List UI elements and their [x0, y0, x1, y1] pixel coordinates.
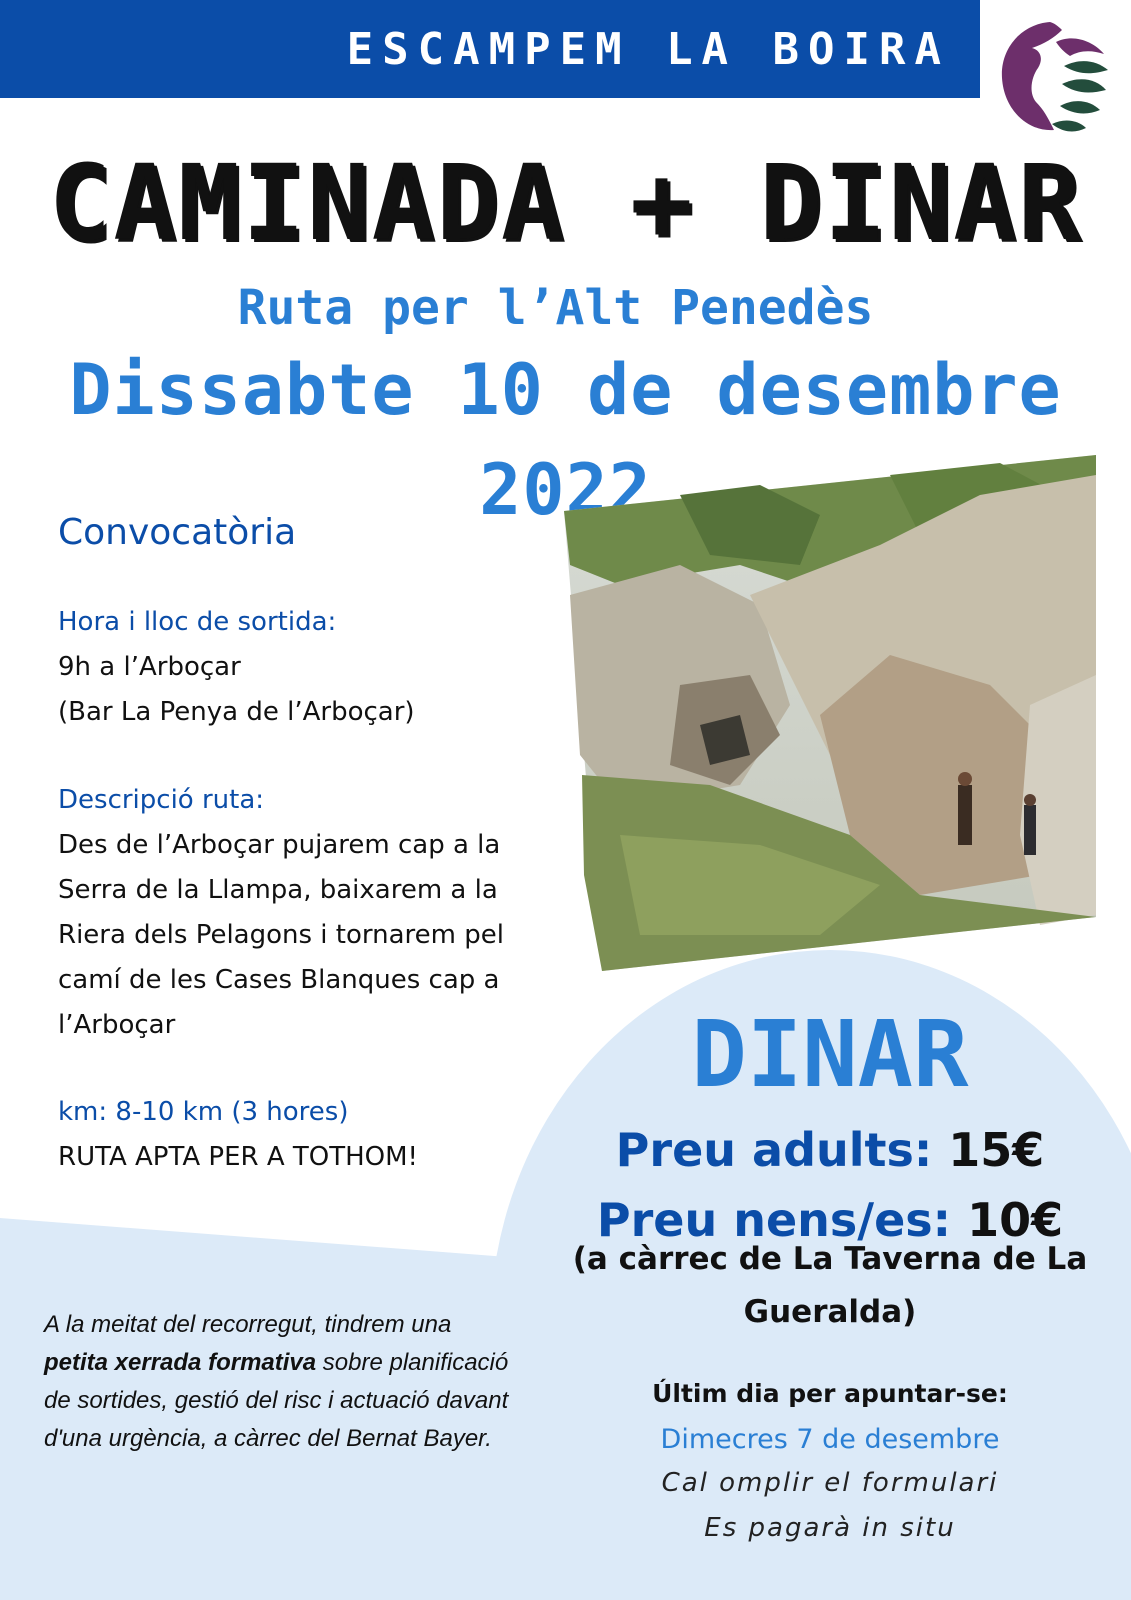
- dinar-title: DINAR: [691, 1001, 969, 1108]
- price-kids-value: 10€: [967, 1193, 1064, 1247]
- formulari-note: Cal omplir el formulari: [661, 1468, 999, 1498]
- sortida-label: Hora i lloc de sortida:: [58, 607, 337, 637]
- sortida-line: (Bar La Penya de l’Arboçar): [58, 697, 415, 727]
- event-date: Dissabte 10 de desembre 2022: [69, 349, 1062, 531]
- price-kids-label: Preu nens/es:: [596, 1193, 952, 1247]
- xerrada-post: sobre planificació de sortides, gestió del risc i actuació davant d'una urgència, a càrrec del Bernat Bayer.: [44, 1349, 509, 1452]
- rock-cave-photo: [560, 455, 1100, 975]
- taverna-line: Gueralda): [743, 1294, 917, 1330]
- descripcio-label: Descripció ruta:: [58, 785, 265, 815]
- xerrada-text: [44, 1306, 514, 1458]
- descripcio-section: [58, 778, 618, 1048]
- price-adults-value: 15€: [948, 1123, 1045, 1177]
- descripcio-line: Serra de la Llampa, baixarem a la: [58, 875, 498, 905]
- descripcio-line: l’Arboçar: [58, 1010, 176, 1040]
- km-section: [58, 1090, 618, 1180]
- sortida-section: [58, 600, 618, 735]
- payment-note: Es pagarà in situ: [704, 1513, 956, 1543]
- descripcio-line: Des de l’Arboçar pujarem cap a la: [58, 830, 501, 860]
- descripcio-line: camí de les Cases Blanques cap a: [58, 965, 500, 995]
- taverna-note: [530, 1233, 1130, 1339]
- apta-text: RUTA APTA PER A TOTHOM!: [58, 1142, 418, 1172]
- route-subtitle: Ruta per l’Alt Penedès: [237, 280, 874, 336]
- xerrada-pre: A la meitat del recorregut, tindrem una: [44, 1311, 452, 1338]
- price-adults-label: Preu adults:: [615, 1123, 933, 1177]
- banner-title: ESCAMPEM LA BOIRA: [346, 23, 950, 75]
- deadline-date: Dimecres 7 de desembre: [660, 1424, 1000, 1455]
- escampem-la-boira-logo-icon: [992, 14, 1116, 138]
- descripcio-line: Riera dels Pelagons i tornarem pel: [58, 920, 504, 950]
- sortida-line: 9h a l’Arboçar: [58, 652, 241, 682]
- taverna-line: (a càrrec de La Taverna de La: [572, 1241, 1088, 1277]
- ultim-dia-label: Últim dia per apuntar-se:: [652, 1379, 1008, 1408]
- xerrada-bold: petita xerrada formativa: [44, 1349, 317, 1376]
- km-label: km: 8-10 km (3 hores): [58, 1097, 349, 1127]
- main-title: CAMINADA + DINAR: [48, 142, 1083, 264]
- convocatoria-title: Convocatòria: [58, 512, 297, 553]
- price-adults: [535, 1120, 1125, 1180]
